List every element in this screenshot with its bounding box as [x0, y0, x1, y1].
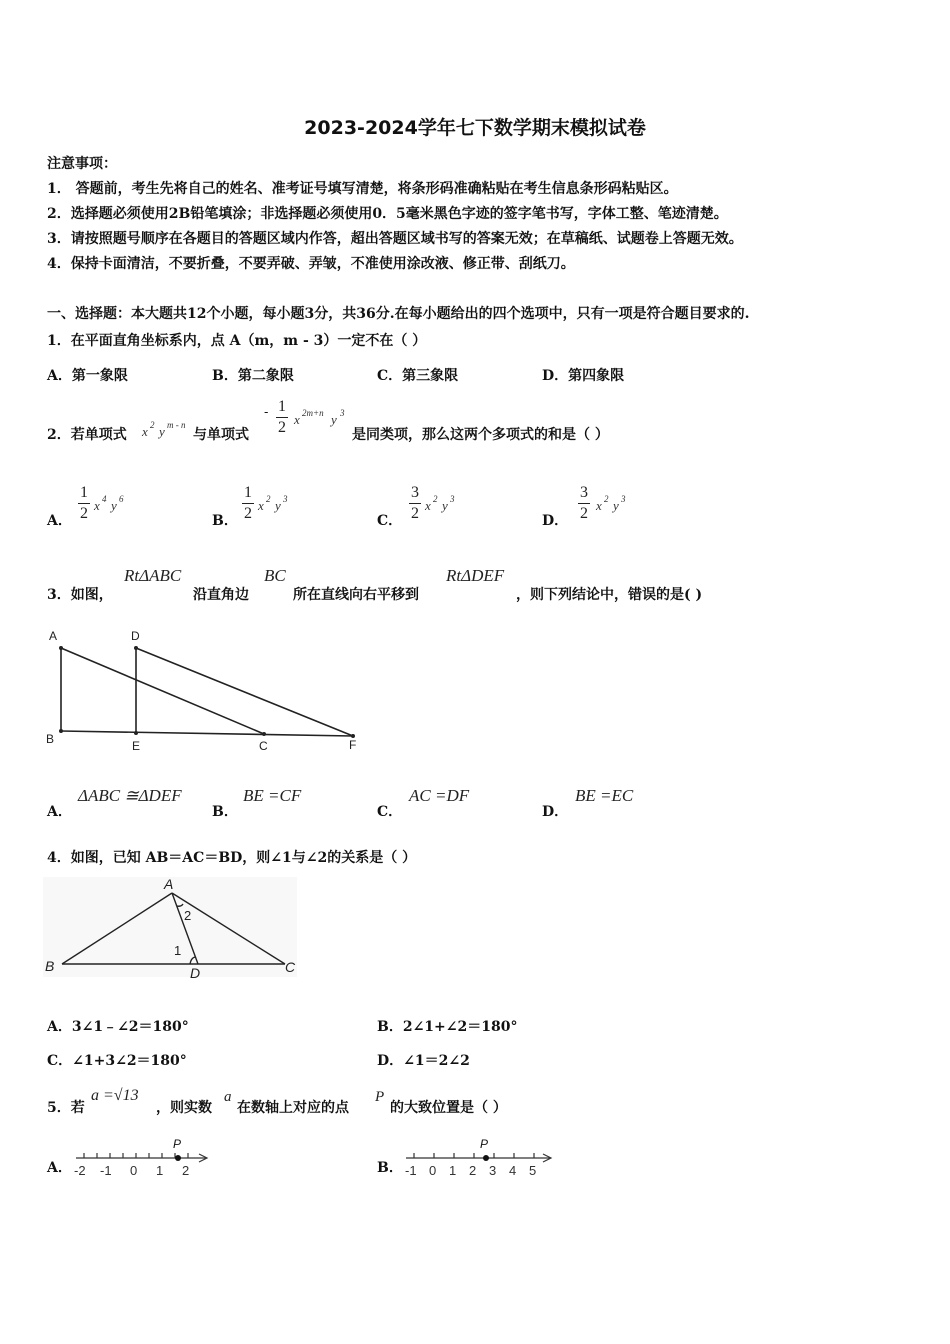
q2-stem-b: 与单项式 — [193, 427, 249, 443]
label-a: A — [49, 629, 58, 643]
label-e: E — [132, 739, 141, 753]
q1-option-d: D．第四象限 — [542, 368, 625, 384]
q3-stem-d: ，则下列结论中，错误的是( ) — [516, 587, 703, 603]
q2-m1-x: x — [142, 424, 148, 439]
tick-label: 1 — [156, 1163, 164, 1178]
q3-option-a-label: A． — [47, 804, 72, 820]
q2-m2-x: x — [294, 412, 300, 427]
note-item-2: 2．选择题必须使用2B铅笔填涂；非选择题必须使用0．5毫米黑色字迹的签字笔书写，字体工整、笔迹清楚。 — [47, 206, 728, 222]
q3-option-a-expr: ΔABC ≅ΔDEF — [78, 786, 182, 805]
q3-option-c-label: C． — [377, 804, 403, 820]
q5-m-p: P — [375, 1089, 385, 1105]
q3-stem-c: 所在直线向右平移到 — [293, 587, 419, 603]
fraction-bar — [409, 503, 421, 504]
q3-m-def: RtΔDEF — [446, 566, 505, 585]
q5-m-eq: a =√13 — [91, 1087, 139, 1104]
q4-option-c: C．∠1+3∠2＝180° — [47, 1053, 187, 1069]
option-num: 1 — [244, 484, 252, 501]
point-c — [262, 732, 266, 736]
q3-m-bc: BC — [264, 566, 286, 585]
q5-option-b-numberline — [400, 1132, 560, 1180]
tick-label: 0 — [429, 1163, 437, 1178]
q2-m2-fraction — [276, 398, 288, 437]
label-a: A — [164, 876, 174, 892]
label-angle-1: 1 — [174, 943, 182, 958]
option-num: 3 — [580, 484, 588, 501]
fraction-bar — [242, 503, 254, 504]
label-c: C — [285, 959, 296, 975]
point-e — [134, 731, 138, 735]
option-label: C． — [377, 513, 403, 529]
option-num: 1 — [80, 484, 88, 501]
q2-m1-ye: m - n — [167, 420, 186, 430]
q5-stem-c: 在数轴上对应的点 — [237, 1100, 349, 1116]
option-den: 2 — [411, 505, 419, 522]
tick-label: -1 — [100, 1163, 112, 1178]
q3-option-b-label: B． — [212, 804, 238, 820]
q4-option-a: A．3∠1﹣∠2＝180° — [47, 1019, 189, 1035]
q2-m2-sign: - — [264, 405, 269, 420]
option-label: D． — [542, 513, 569, 529]
side-df — [136, 648, 353, 736]
q5-stem-a: 5．若 — [47, 1100, 85, 1116]
q3-figure — [40, 622, 370, 757]
page-title: 2023-2024学年七下数学期末模拟试卷 — [304, 117, 646, 139]
fraction-bar — [276, 417, 288, 418]
label-b: B — [45, 958, 55, 974]
option-x: x — [258, 498, 264, 513]
tick-label: 0 — [130, 1163, 138, 1178]
option-label: A． — [47, 513, 72, 529]
option-xe: 4 — [102, 494, 107, 504]
option-y: y — [111, 498, 117, 513]
side-ac — [61, 648, 264, 734]
point-p — [483, 1155, 489, 1161]
q2-m1-xe: 2 — [150, 420, 155, 430]
q2-m2-xe: 2m+n — [302, 408, 324, 418]
option-den: 2 — [580, 505, 588, 522]
point-p — [175, 1155, 181, 1161]
q3-option-c-expr: AC =DF — [409, 786, 470, 805]
option-xe: 2 — [604, 494, 609, 504]
fraction-bar — [78, 503, 90, 504]
option-label: B． — [212, 513, 238, 529]
q3-stem-a: 3．如图， — [47, 587, 113, 603]
option-num: 3 — [411, 484, 419, 501]
point-p-label: P — [173, 1137, 182, 1151]
tick-label: 4 — [509, 1163, 517, 1178]
option-y: y — [275, 498, 281, 513]
tick-label: 3 — [489, 1163, 497, 1178]
q2-m2-den: 2 — [278, 419, 286, 436]
note-item-3: 3．请按照题号顺序在各题目的答题区域内作答，超出答题区域书写的答案无效；在草稿纸、试题卷上答题无效。 — [47, 231, 743, 247]
baseline-bf — [61, 731, 353, 736]
q5-option-b-label: B． — [377, 1160, 403, 1176]
option-den: 2 — [80, 505, 88, 522]
point-p-label: P — [480, 1137, 489, 1151]
option-fraction — [578, 484, 590, 523]
q3-m-abc: RtΔABC — [124, 566, 182, 585]
point-b — [59, 729, 63, 733]
q5-option-a-numberline — [70, 1132, 215, 1180]
tick-label: 2 — [469, 1163, 477, 1178]
tick-label: -1 — [405, 1163, 417, 1178]
q2-m2-y: y — [331, 412, 337, 427]
q2-m2-num: 1 — [278, 398, 286, 415]
notes-heading: 注意事项： — [47, 156, 117, 172]
tick-label: -2 — [74, 1163, 86, 1178]
label-d: D — [131, 629, 140, 643]
figure-background — [43, 877, 297, 977]
q3-option-d-expr: BE =EC — [575, 786, 634, 805]
option-fraction — [78, 484, 90, 523]
q4-option-b: B．2∠1+∠2＝180° — [377, 1019, 518, 1035]
note-item-1: 1． 答题前，考生先将自己的姓名、准考证号填写清楚，将条形码准确粘贴在考生信息条形码粘贴区。 — [47, 181, 678, 197]
q1-option-b: B．第二象限 — [212, 368, 294, 384]
label-c: C — [259, 739, 268, 753]
option-ye: 3 — [621, 494, 626, 504]
q1-option-c: C．第三象限 — [377, 368, 459, 384]
option-fraction — [409, 484, 421, 523]
point-a — [59, 646, 63, 650]
option-xe: 2 — [266, 494, 271, 504]
q1-stem: 1．在平面直角坐标系内，点 A（m，m - 3）一定不在（ ） — [47, 333, 427, 349]
fraction-bar — [578, 503, 590, 504]
q2-m2-ye: 3 — [340, 408, 345, 418]
tick-label: 1 — [449, 1163, 457, 1178]
q4-option-d: D．∠1＝2∠2 — [377, 1053, 470, 1069]
q1-option-a: A．第一象限 — [47, 368, 128, 384]
option-y: y — [442, 498, 448, 513]
tick-label: 5 — [529, 1163, 537, 1178]
q5-stem-d: 的大致位置是（ ） — [390, 1100, 507, 1116]
q3-stem-b: 沿直角边 — [193, 587, 249, 603]
q3-option-d-label: D． — [542, 804, 569, 820]
q2-m1-y: y — [159, 424, 165, 439]
label-angle-2: 2 — [184, 908, 192, 923]
option-ye: 3 — [283, 494, 288, 504]
section-heading: 一、选择题：本大题共12个小题，每小题3分，共36分.在每小题给出的四个选项中，只有一项是符合题目要求的. — [47, 306, 750, 322]
q5-option-a-label: A． — [47, 1160, 72, 1176]
option-x: x — [94, 498, 100, 513]
q4-stem: 4．如图，已知 AB＝AC＝BD，则∠1与∠2的关系是（ ） — [47, 850, 417, 866]
point-d — [134, 646, 138, 650]
option-x: x — [425, 498, 431, 513]
option-ye: 6 — [119, 494, 124, 504]
option-ye: 3 — [450, 494, 455, 504]
option-fraction — [242, 484, 254, 523]
option-xe: 2 — [433, 494, 438, 504]
label-b: B — [46, 732, 55, 746]
q5-stem-b: ，则实数 — [156, 1100, 212, 1116]
q3-option-b-expr: BE =CF — [243, 786, 302, 805]
q2-stem-c: 是同类项，那么这两个多项式的和是（ ） — [352, 427, 609, 443]
option-x: x — [596, 498, 602, 513]
q4-figure — [40, 873, 300, 983]
q5-m-a: a — [224, 1089, 232, 1105]
option-y: y — [613, 498, 619, 513]
tick-label: 2 — [182, 1163, 190, 1178]
label-d: D — [190, 965, 201, 981]
label-f: F — [349, 738, 357, 752]
q2-stem-a: 2．若单项式 — [47, 427, 127, 443]
option-den: 2 — [244, 505, 252, 522]
note-item-4: 4．保持卡面清洁，不要折叠，不要弄破、弄皱，不准使用涂改液、修正带、刮纸刀。 — [47, 256, 575, 272]
